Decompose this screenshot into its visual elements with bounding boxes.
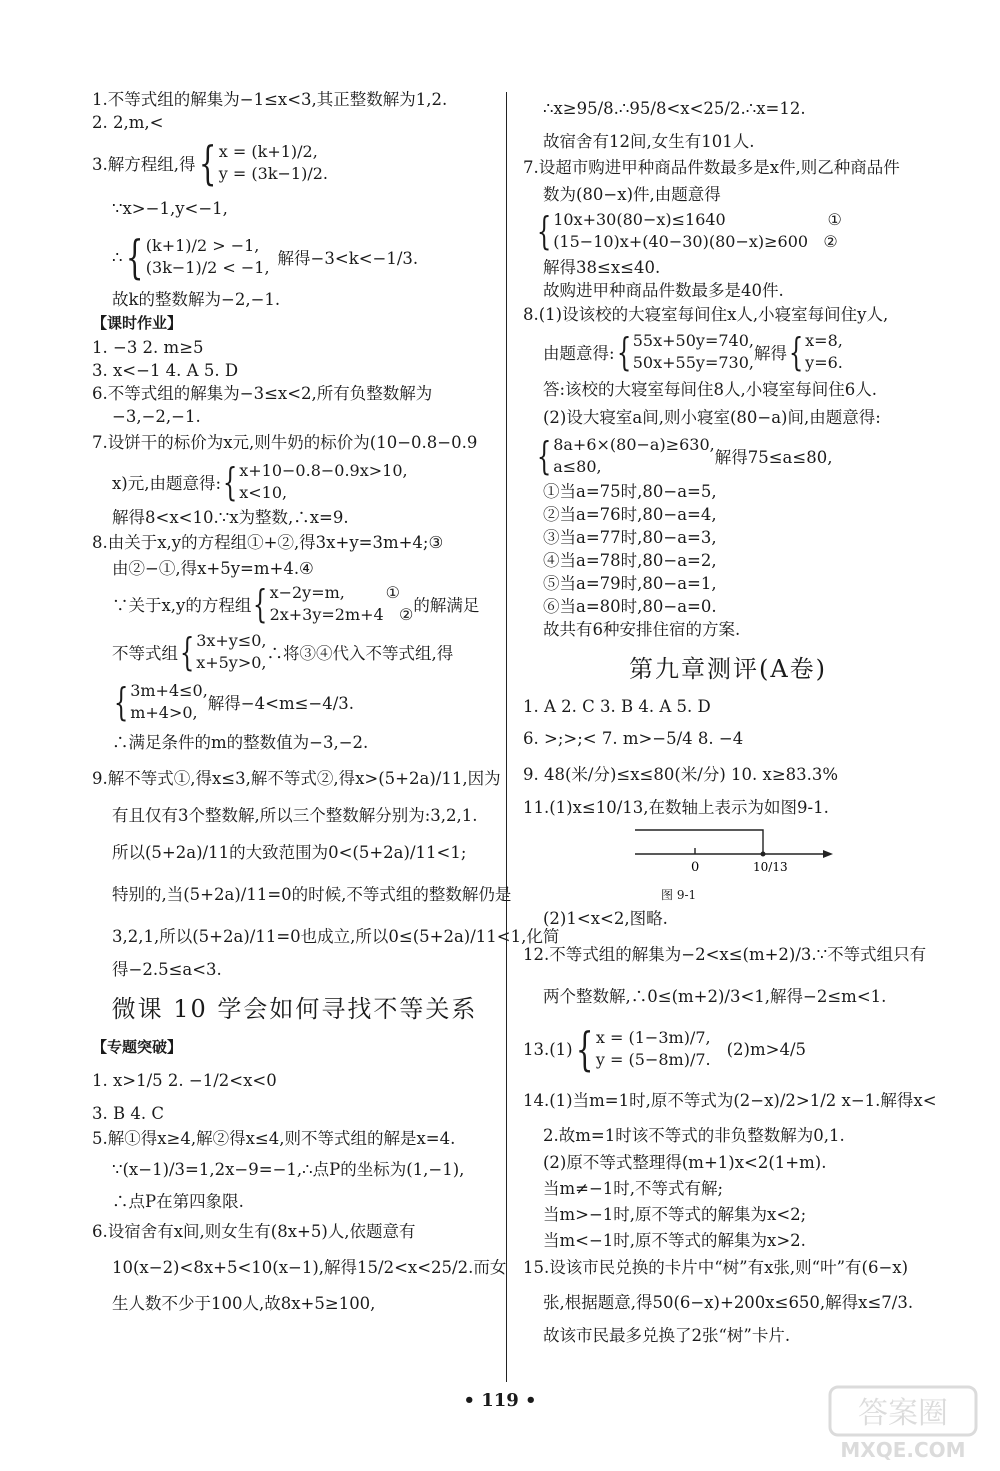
- brace-icon: {: [198, 136, 216, 190]
- answer-line: 所以(5+2a)/11的大致范围为0<(5+2a)/11<1;: [112, 843, 467, 862]
- section-tag: 【专题突破】: [92, 1038, 183, 1056]
- brace-icon: {: [125, 230, 143, 284]
- answer-line: 6.不等式组的解集为−3≤x<2,所有负整数解为: [92, 384, 433, 403]
- answer-line: ∴点P在第四象限.: [112, 1192, 244, 1211]
- svg-text:MXQE.COM: MXQE.COM: [840, 1438, 966, 1462]
- left-column: [92, 88, 560, 1319]
- answer-line: 故该市民最多兑换了2张“树”卡片.: [543, 1326, 791, 1345]
- answer-line: (2)m>4/5: [726, 1039, 807, 1059]
- answer-line: −3,−2,−1.: [112, 407, 201, 426]
- system-line: 2x+3y=2m+4 ②: [269, 605, 414, 624]
- answer-line: 解得38≤x≤40.: [543, 258, 661, 277]
- system-line: (k+1)/2 > −1,: [145, 236, 260, 255]
- answer-line: 5.解①得x≥4,解②得x≤4,则不等式组的解是x=4.: [92, 1129, 456, 1148]
- answer-line: ∴将③④代入不等式组,得: [266, 644, 454, 663]
- answer-line: 不等式组: [112, 644, 178, 663]
- answer-line: 张,根据题意,得50(6−x)+200x≤650,解得x≤7/3.: [543, 1293, 914, 1312]
- brace-icon: {: [113, 680, 129, 724]
- inequality-system: [92, 458, 497, 506]
- answer-line: 7.设饼干的标价为x元,则牛奶的标价为(10−0.8−0.9: [92, 433, 478, 452]
- section-tag: 【课时作业】: [92, 314, 183, 332]
- answer-line: 解得8<x<10.∵x为整数,∴x=9.: [112, 508, 349, 527]
- answer-line: 特别的,当(5+2a)/11=0的时候,不等式组的整数解仍是: [112, 885, 512, 904]
- system-line: 55x+50y=740,: [632, 331, 754, 350]
- zero-label: 0: [691, 860, 700, 875]
- brace-icon: {: [253, 582, 268, 626]
- answer-line: ∵(x−1)/3=1,2x−9=−1,∴点P的坐标为(1,−1),: [112, 1160, 465, 1179]
- brace-icon: {: [616, 330, 631, 374]
- answer-line: 8.由关于x,y的方程组①+②,得3x+y=3m+4;③: [92, 533, 444, 552]
- answer-line: 3. B 4. C: [92, 1104, 164, 1123]
- section-heading: 微课 10 学会如何寻找不等关系: [111, 995, 478, 1023]
- equation-system: [92, 134, 497, 192]
- answer-line: 两个整数解,∴0≤(m+2)/3<1,解得−2≤m<1.: [543, 987, 887, 1006]
- system-line: a≤80,: [553, 457, 602, 476]
- answer-line: ∴满足条件的m的整数值为−3,−2.: [112, 733, 369, 752]
- inequality-system: [523, 432, 933, 480]
- answer-line: ∴x≥95/8.∴95/8<x<25/2.∴x=12.: [543, 99, 806, 118]
- answer-line: 当m>−1时,原不等式的解集为x<2;: [543, 1205, 807, 1224]
- answer-line: (2)设大寝室a间,则小寝室(80−a)间,由题意得:: [543, 408, 881, 427]
- arrow-icon: [823, 850, 833, 858]
- system-line: 3x+y≤0,: [196, 631, 267, 650]
- answer-line: 解得−4<m≤−4/3.: [207, 694, 355, 713]
- answer-line: 数为(80−x)件,由题意得: [543, 185, 721, 204]
- equation-system: [523, 328, 933, 376]
- answer-line: 解得75≤a≤80,: [714, 448, 833, 467]
- system-line: x+5y>0,: [196, 653, 267, 672]
- answer-line: ②当a=76时,80−a=4,: [543, 505, 717, 524]
- answer-line: 1. A 2. C 3. B 4. A 5. D: [523, 697, 711, 716]
- answer-line: 3. x<−1 4. A 5. D: [92, 361, 239, 380]
- system-line: x = (k+1)/2,: [218, 142, 318, 161]
- answer-line: 9. 48(米/分)≤x≤80(米/分) 10. x≥83.3%: [523, 765, 839, 784]
- brace-icon: {: [788, 330, 804, 374]
- system-line: y=6.: [805, 353, 843, 372]
- system-line: x<10,: [239, 483, 288, 502]
- answer-line: 1. x>1/5 2. −1/2<x<0: [92, 1071, 277, 1090]
- answer-line: ∵关于x,y的方程组: [112, 596, 252, 615]
- answer-line: 10(x−2)<8x+5<10(x−1),解得15/2<x<25/2.而女: [112, 1258, 507, 1277]
- inequality-system: [523, 206, 933, 256]
- system-line: y = (3k−1)/2.: [218, 164, 328, 183]
- answer-line: 解得−3<k<−1/3.: [277, 249, 419, 268]
- system-line: x+10−0.8−0.9x>10,: [239, 461, 408, 480]
- watermark-logo: [828, 1383, 978, 1463]
- system-line: 10x+30(80−x)≤1640 ①: [553, 210, 842, 229]
- answer-line: 9.解不等式①,得x≤3,解不等式②,得x>(5+2a)/11,因为: [92, 769, 501, 788]
- system-line: 50x+55y=730,: [632, 353, 754, 372]
- column-divider: [506, 92, 507, 1382]
- system-line: m+4>0,: [130, 703, 198, 722]
- svg-text:答案圈: 答案圈: [858, 1396, 948, 1431]
- answer-line: ∵x>−1,y<−1,: [112, 199, 228, 218]
- answer-line: 的解满足: [413, 596, 480, 615]
- answer-line: 2. 2,m,<: [92, 113, 164, 132]
- system-line: (15−10)x+(40−30)(80−x)≥600 ②: [553, 232, 838, 251]
- system-line: x = (1−3m)/7,: [595, 1028, 711, 1047]
- answer-line: 3,2,1,所以(5+2a)/11=0也成立,所以0≤(5+2a)/11<1,化简: [112, 927, 560, 946]
- brace-icon: {: [575, 1022, 594, 1076]
- answer-line: 当m≠−1时,不等式有解;: [543, 1179, 724, 1198]
- answer-line: x)元,由题意得:: [112, 474, 222, 493]
- page-number: • 119 •: [463, 1390, 537, 1411]
- number-line-svg: [583, 826, 843, 886]
- brace-icon: {: [222, 460, 238, 504]
- endpoint-dot: [761, 852, 766, 857]
- system-line: 3m+4≤0,: [130, 681, 208, 700]
- equation-system: [92, 580, 497, 628]
- answer-line: 由题意得:: [543, 344, 615, 363]
- answer-line: ①当a=75时,80−a=5,: [543, 482, 717, 501]
- brace-icon: {: [536, 209, 552, 253]
- answer-line: 15.设该市民兑换的卡片中“树”有x张,则“叶”有(6−x): [523, 1258, 909, 1277]
- answer-line: 生人数不少于100人,故8x+5≥100,: [112, 1294, 376, 1313]
- system-line: x−2y=m, ①: [269, 583, 400, 602]
- answer-line: 6. >;>;< 7. m>−5/4 8. −4: [523, 729, 744, 748]
- inequality-system: [92, 226, 497, 288]
- answer-line: (2)1<x<2,图略.: [543, 909, 668, 928]
- system-line: x=8,: [805, 331, 843, 350]
- answer-line: 7.设超市购进甲种商品件数最多是x件,则乙种商品件: [523, 158, 900, 177]
- answer-line: 11.(1)x≤10/13,在数轴上表示为如图9-1.: [523, 798, 829, 817]
- answer-line: 14.(1)当m=1时,原不等式为(2−x)/2>1/2 x−1.解得x<: [523, 1091, 937, 1110]
- figure-caption: 图 9-1: [661, 888, 697, 902]
- answer-line: 由②−①,得x+5y=m+4.④: [112, 559, 314, 578]
- inequality-system: [92, 676, 497, 728]
- answer-line: 答:该校的大寝室每间住8人,小寝室每间住6人.: [543, 380, 878, 399]
- brace-icon: {: [536, 434, 552, 478]
- solution-ray: [635, 830, 763, 854]
- answer-line: 故共有6种安排住宿的方案.: [543, 620, 741, 639]
- answer-line: 故购进甲种商品件数最多是40件.: [543, 281, 784, 300]
- section-heading: 第九章测评(A卷): [628, 655, 828, 683]
- answer-line: ⑤当a=79时,80−a=1,: [543, 574, 717, 593]
- answer-line: 得−2.5≤a<3.: [112, 960, 222, 979]
- answer-line: ④当a=78时,80−a=2,: [543, 551, 717, 570]
- answer-line: ⑥当a=80时,80−a=0.: [543, 597, 717, 616]
- inequality-system: [92, 628, 497, 676]
- answer-line: 当m<−1时,原不等式的解集为x>2.: [543, 1231, 806, 1250]
- answer-line: (2)原不等式整理得(m+1)x<2(1+m).: [543, 1153, 827, 1172]
- answer-line: 有且仅有3个整数解,所以三个整数解分别为:3,2,1.: [112, 806, 478, 825]
- answer-line: 3.解方程组,得: [92, 155, 196, 174]
- answer-line: 12.不等式组的解集为−2<x≤(m+2)/3.∵不等式组只有: [523, 945, 927, 964]
- system-line: 8a+6×(80−a)≥630,: [553, 435, 715, 454]
- answer-line: 故宿舍有12间,女生有101人.: [543, 132, 755, 151]
- answer-line: 8.(1)设该校的大寝室每间住x人,小寝室每间住y人,: [523, 305, 889, 324]
- answer-line: 2.故m=1时该不等式的非负整数解为0,1.: [543, 1126, 845, 1145]
- brace-icon: {: [179, 630, 195, 674]
- answer-line: 6.设宿舍有x间,则女生有(8x+5)人,依题意有: [92, 1222, 416, 1241]
- answer-line: 故k的整数解为−2,−1.: [112, 290, 281, 309]
- system-line: (3k−1)/2 < −1,: [145, 258, 270, 277]
- right-column: [523, 88, 937, 1347]
- answer-line: ∴: [112, 247, 123, 267]
- tick-label: 10/13: [753, 860, 788, 874]
- number-line-figure: [583, 826, 933, 904]
- answer-line: 13.(1): [523, 1039, 573, 1059]
- answer-line: ③当a=77时,80−a=3,: [543, 528, 717, 547]
- answer-line: 1. −3 2. m≥5: [92, 338, 204, 357]
- answer-line: 解得: [753, 344, 787, 363]
- answer-line: 1.不等式组的解集为−1≤x<3,其正整数解为1,2.: [92, 90, 448, 109]
- system-line: y = (5−8m)/7.: [595, 1050, 711, 1069]
- equation-system: [523, 1018, 933, 1080]
